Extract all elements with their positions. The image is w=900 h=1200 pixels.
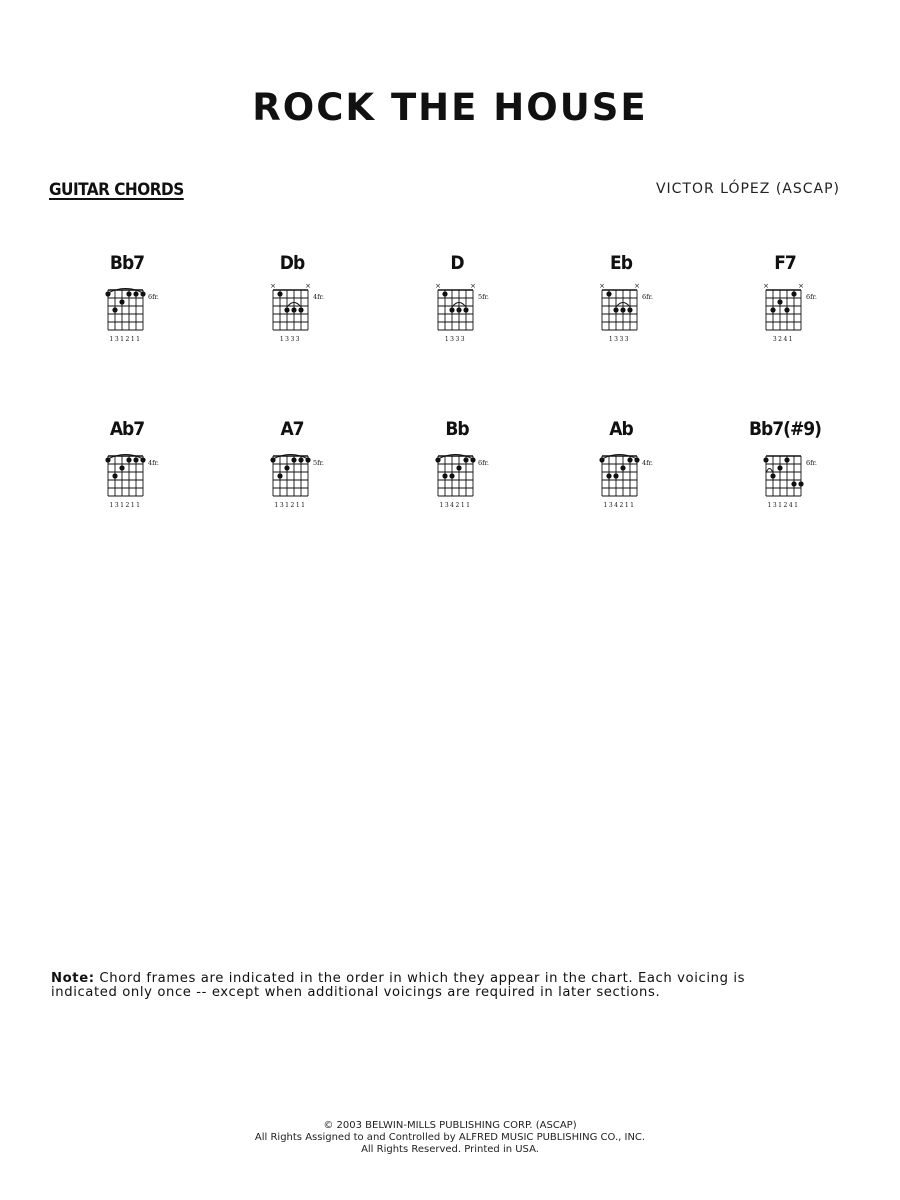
chord-name: A7 bbox=[280, 418, 304, 440]
chord-name: Ab7 bbox=[109, 418, 145, 440]
fret-position-label: 4fr. bbox=[148, 459, 160, 467]
finger-dot bbox=[470, 457, 475, 462]
finger-dot bbox=[449, 473, 454, 478]
finger-dot bbox=[606, 473, 611, 478]
finger-dot bbox=[456, 465, 461, 470]
finger-dot bbox=[291, 307, 296, 312]
finger-dot bbox=[770, 307, 775, 312]
finger-dot bbox=[798, 481, 803, 486]
fingering-label: 131211 bbox=[109, 502, 142, 509]
song-title: ROCK THE HOUSE bbox=[252, 86, 648, 129]
finger-dot bbox=[770, 473, 775, 478]
muted-string-mark: × bbox=[763, 282, 769, 290]
fret-position-label: 6fr. bbox=[478, 459, 490, 467]
footer-line-2: All Rights Assigned to and Controlled by ALFRED MUSIC PUBLISHING CO., INC. bbox=[254, 1132, 646, 1143]
fret-position-label: 5fr. bbox=[313, 459, 325, 467]
note-text: Chord frames are indicated in the order in which they appear in the chart. Each voicing is indicated only once -- except when additional voicings are required in later sections. bbox=[51, 971, 746, 1000]
chord-diagram bbox=[242, 252, 342, 362]
chord-frame bbox=[407, 252, 507, 362]
finger-dot bbox=[627, 457, 632, 462]
finger-dot bbox=[784, 307, 789, 312]
finger-dot bbox=[126, 291, 131, 296]
finger-dot bbox=[277, 473, 282, 478]
fret-position-label: 5fr. bbox=[478, 293, 490, 301]
finger-dot bbox=[291, 457, 296, 462]
finger-dot bbox=[449, 307, 454, 312]
finger-dot bbox=[620, 465, 625, 470]
chord-frame bbox=[735, 418, 835, 528]
chord-frame bbox=[571, 418, 671, 528]
fingering-label: 131211 bbox=[109, 336, 142, 343]
chord-diagram bbox=[735, 418, 835, 528]
muted-string-mark: × bbox=[470, 282, 476, 290]
fret-position-label: 4fr. bbox=[313, 293, 325, 301]
finger-dot bbox=[620, 307, 625, 312]
finger-dot bbox=[126, 457, 131, 462]
fingering-label: 1333 bbox=[444, 336, 467, 343]
chord-diagram bbox=[735, 252, 835, 362]
muted-string-mark: × bbox=[634, 282, 640, 290]
fret-position-label: 6fr. bbox=[806, 293, 818, 301]
section-label: GUITAR CHORDS bbox=[49, 180, 184, 200]
finger-dot bbox=[442, 473, 447, 478]
chord-frame bbox=[77, 252, 177, 362]
chord-name: Db bbox=[279, 252, 305, 274]
fret-position-label: 6fr. bbox=[148, 293, 160, 301]
copyright-footer bbox=[0, 1120, 900, 1156]
finger-dot bbox=[634, 457, 639, 462]
chord-frame bbox=[407, 418, 507, 528]
finger-dot bbox=[112, 473, 117, 478]
finger-dot bbox=[463, 457, 468, 462]
chord-name: F7 bbox=[774, 252, 796, 274]
finger-dot bbox=[627, 307, 632, 312]
finger-dot bbox=[791, 481, 796, 486]
composer-credit: VICTOR LÓPEZ (ASCAP) bbox=[655, 181, 840, 197]
fingering-label: 1333 bbox=[279, 336, 302, 343]
chord-name: D bbox=[450, 252, 464, 274]
chord-frame bbox=[735, 252, 835, 362]
chord-name: Bb bbox=[445, 418, 469, 440]
fret-position-label: 6fr. bbox=[642, 293, 654, 301]
chord-name: Bb7 bbox=[109, 252, 145, 274]
chord-diagram bbox=[407, 418, 507, 528]
note-paragraph bbox=[51, 972, 811, 1000]
fingering-label: 131211 bbox=[274, 502, 307, 509]
finger-dot bbox=[777, 465, 782, 470]
finger-dot bbox=[613, 473, 618, 478]
finger-dot bbox=[133, 291, 138, 296]
muted-string-mark: × bbox=[798, 282, 804, 290]
chord-diagram bbox=[77, 252, 177, 362]
finger-dot bbox=[270, 457, 275, 462]
finger-dot bbox=[298, 457, 303, 462]
chord-name: Ab bbox=[609, 418, 633, 440]
fingering-label: 131241 bbox=[767, 502, 800, 509]
chord-frame bbox=[77, 418, 177, 528]
fingering-label: 134211 bbox=[603, 502, 636, 509]
finger-dot bbox=[105, 457, 110, 462]
chord-frame bbox=[242, 418, 342, 528]
muted-string-mark: × bbox=[599, 282, 605, 290]
fingering-label: 3241 bbox=[772, 336, 795, 343]
fingering-label: 1333 bbox=[608, 336, 631, 343]
muted-string-mark: × bbox=[435, 282, 441, 290]
chord-name: Bb7(#9) bbox=[749, 418, 821, 440]
finger-dot bbox=[784, 457, 789, 462]
finger-dot bbox=[298, 307, 303, 312]
chord-diagram bbox=[242, 418, 342, 528]
finger-dot bbox=[133, 457, 138, 462]
finger-dot bbox=[599, 457, 604, 462]
footer-line-3: All Rights Reserved. Printed in USA. bbox=[361, 1144, 539, 1155]
chord-diagram bbox=[571, 418, 671, 528]
finger-dot bbox=[463, 307, 468, 312]
finger-dot bbox=[777, 299, 782, 304]
chord-diagram bbox=[77, 418, 177, 528]
fret-position-label: 4fr. bbox=[642, 459, 654, 467]
finger-dot bbox=[791, 291, 796, 296]
finger-dot bbox=[456, 307, 461, 312]
finger-dot bbox=[140, 457, 145, 462]
finger-dot bbox=[140, 291, 145, 296]
fret-position-label: 6fr. bbox=[806, 459, 818, 467]
chord-diagram bbox=[571, 252, 671, 362]
finger-dot bbox=[606, 291, 611, 296]
finger-dot bbox=[763, 457, 768, 462]
finger-dot bbox=[305, 457, 310, 462]
finger-dot bbox=[435, 457, 440, 462]
muted-string-mark: × bbox=[305, 282, 311, 290]
finger-dot bbox=[442, 291, 447, 296]
finger-dot bbox=[119, 465, 124, 470]
finger-dot bbox=[112, 307, 117, 312]
fingering-label: 134211 bbox=[439, 502, 472, 509]
chord-diagram bbox=[407, 252, 507, 362]
finger-dot bbox=[119, 299, 124, 304]
chord-name: Eb bbox=[610, 252, 632, 274]
note-label: Note: bbox=[51, 971, 95, 986]
finger-dot bbox=[284, 465, 289, 470]
chord-frame bbox=[242, 252, 342, 362]
chord-frame bbox=[571, 252, 671, 362]
finger-dot bbox=[277, 291, 282, 296]
muted-string-mark: × bbox=[270, 282, 276, 290]
finger-dot bbox=[105, 291, 110, 296]
finger-dot bbox=[284, 307, 289, 312]
finger-dot bbox=[613, 307, 618, 312]
footer-line-1: © 2003 BELWIN-MILLS PUBLISHING CORP. (ASCAP) bbox=[323, 1120, 577, 1131]
